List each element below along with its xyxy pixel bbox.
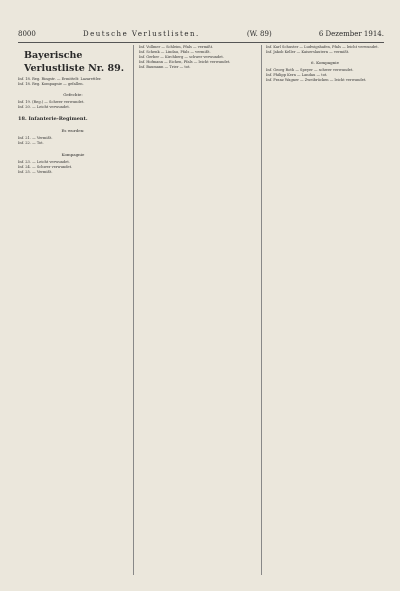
list-entry: Inf. 21. — Vermißt.	[18, 136, 53, 141]
unit-heading: 18. Infanterie-Regiment.	[18, 116, 88, 123]
running-head	[18, 28, 384, 40]
list-entry: Inf. Jakob Keller — Kaiserslautern — vermißt.	[266, 50, 350, 55]
column-3	[266, 45, 384, 575]
list-entry: Inf. 25. — Vermißt.	[18, 169, 53, 174]
list-entry: Inf. 19. (Reg.) — Schwer verwundet.	[18, 100, 85, 105]
list-entry: Inf. 24. — Schwer verwundet.	[18, 164, 73, 169]
header-rule	[18, 42, 384, 43]
section-label: 6. Kompagnie	[311, 60, 339, 66]
list-entry: Inf. Baumann — Trier — tot.	[139, 65, 191, 70]
sheet-ref: (W. 89)	[246, 30, 272, 38]
list-entry: Inf. Gerber — Kirchberg — schwer verwundet.	[139, 55, 224, 60]
issue-date: 6 Dezember 1914.	[318, 30, 384, 38]
list-entry: Inf. Georg Roth — Speyer — schwer verwundet.	[266, 68, 354, 73]
list-entry: Inf. 18. Reg. Ringstr. — Ermittelt: Lazarettler.	[18, 77, 102, 81]
list-entry: Inf. 23. — Leicht verwundet.	[18, 159, 70, 164]
column-2	[139, 45, 257, 575]
column-divider	[261, 45, 262, 575]
column-1	[18, 45, 128, 575]
list-entry: Inf. 22. — Tot.	[18, 141, 44, 146]
section-label: Kompagnie	[61, 151, 85, 157]
list-entry: Inf. Franz Wagner — Zweibrücken — leicht verwundet.	[266, 78, 367, 83]
list-entry: Inf. 18. Reg. Kompagnie — gefallen.	[18, 82, 84, 87]
list-entry: Inf. Schenk — Lindau, Pfals — vermißt.	[139, 50, 211, 55]
section-label: Es wurden:	[61, 128, 85, 134]
list-entry: Inf. Hofmann — Eichen, Pfals — leicht verwundet.	[139, 60, 231, 65]
journal-title: Deutsche Verlustlisten.	[82, 30, 200, 38]
page-number: 8000	[18, 30, 36, 38]
section-label: Gefechte:	[63, 92, 83, 98]
list-entry: Inf. Vollmer — Schleim, Pfals — vermißt.	[139, 45, 214, 49]
list-entry: Inf. Philipp Kern — Landau — tot.	[266, 73, 328, 78]
column-divider	[133, 45, 134, 575]
list-title: Bayerische Verlustliste Nr. 89.	[24, 50, 125, 74]
list-entry: Inf. 20. — Leicht verwundet.	[18, 105, 70, 110]
list-entry: Inf. Karl Schuster — Ludwigshafen, Pfals — leicht verwundet.	[266, 45, 379, 49]
